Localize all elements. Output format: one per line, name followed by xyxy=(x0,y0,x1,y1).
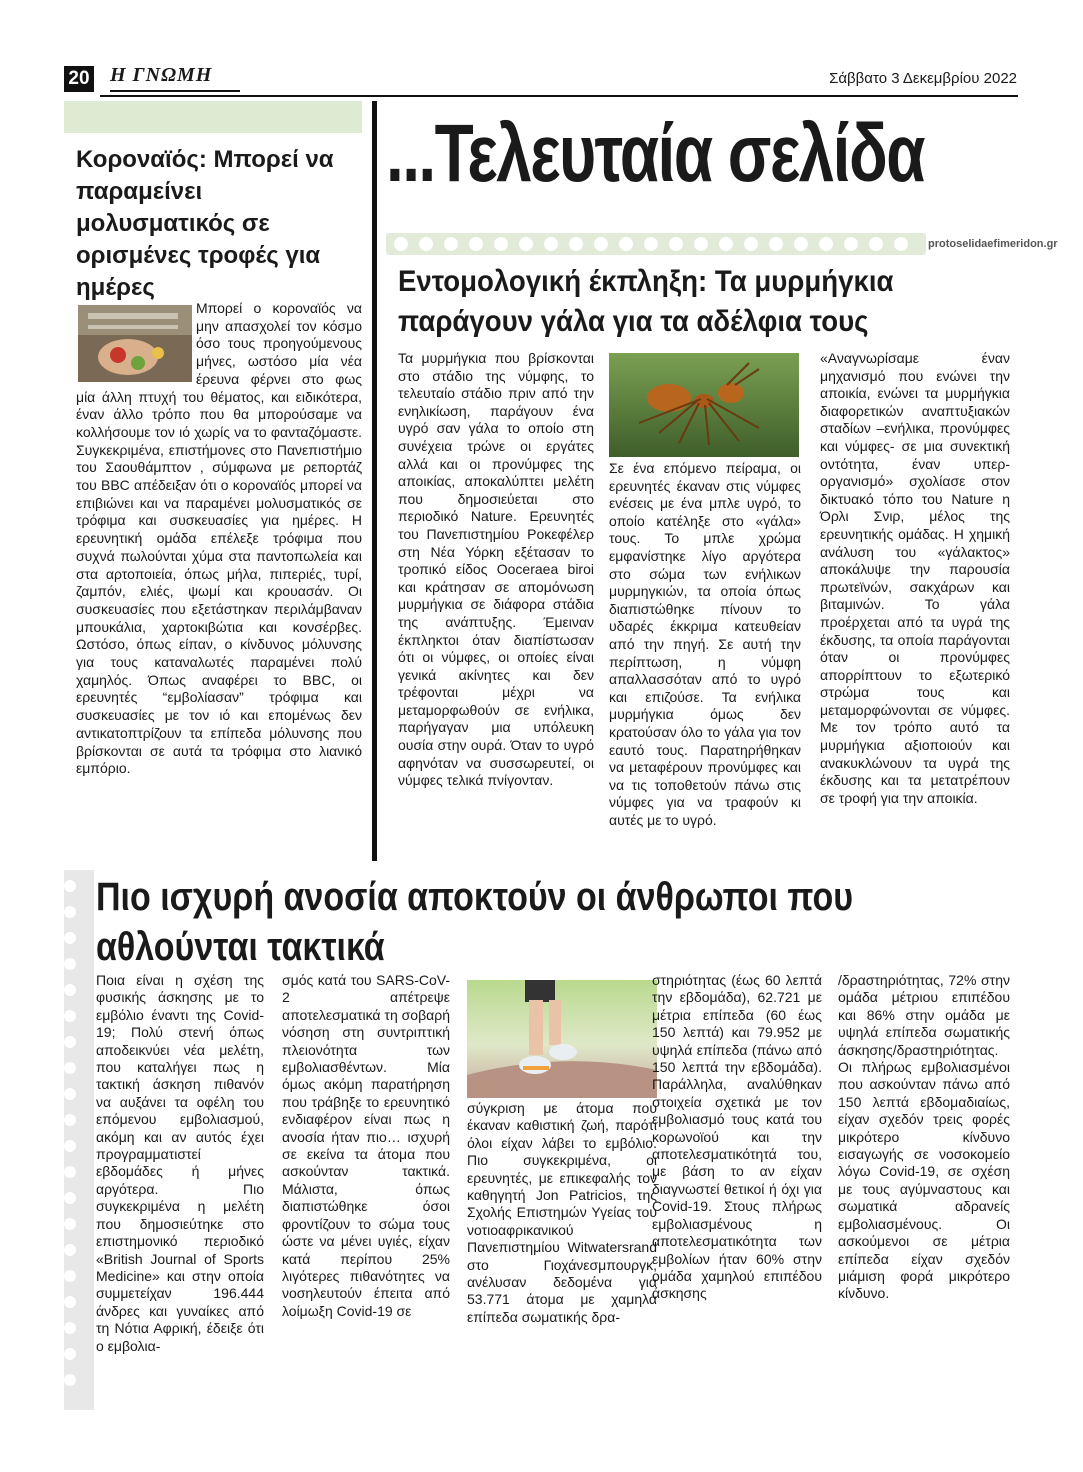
ant-photo xyxy=(609,353,799,457)
exercise-article-col4: στηριότητας (έως 60 λεπτά την εβδομάδα), 62.721 με μέτρια επίπεδα (60 έως 150 λεπτά) και 79.952 με υψηλά επίπεδα (πάνω από 150 λεπτά την εβδομάδα). Παράλληλα, αναλύθηκαν στοιχεία σχετικά με τον εμβολιασμό τους κατά του κορωνοϊού και την αποτελεσματικότητά του, με βάση το αν είχαν διαγνωστεί θετικοί ή όχι για Covid-19. Στους πλήρως εμβολιασμένους η αποτελεσματικότητα των εμβολίων ήταν 60% στην ομάδα χαμηλού επιπέδου άσκησης xyxy=(652,972,822,1302)
exercise-article-title: Πιο ισχυρή ανοσία αποκτούν οι άνθρωποι που αθλούνται τακτικά xyxy=(96,875,854,969)
exercise-article-col5: /δραστηριότητας, 72% στην ομάδα μέτριου επιπέδου και 86% στην ομάδα με υψηλά επίπεδα σωματικής άσκησης/δραστηριότητας. Οι πλήρως εμβολιασμένοι που ασκούνταν πάνω από 150 λεπτά εβδομαδιαίως, είχαν σχεδόν τρεις φορές μικρότερο κίνδυνο εισαγωγής σε νοσοκομείο λόγω Covid-19, σε σχέση με τους αγύμναστους και σωματικά αδρανείς εμβολιασμένους. Οι ασκούμενοι σε μέτρια επίπεδα είχαν σχεδόν μιάμιση φορά μικρότερο κίνδυνο. xyxy=(838,972,1010,1302)
exercise-article-col2: σμός κατά του SARS-CoV-2 απέτρεψε αποτελεσματικά τη σοβαρή νόσηση στη συντριπτική πλειονότητα των εμβολιασθέντων. Μία όμως ακόμη παρατήρηση που τράβηξε το ερευνητικό ενδιαφέρον είναι πως η ανοσία ήταν πιο… ισχυρή σε εκείνα τα άτομα που ασκούνταν τακτικά. Μάλιστα, όπως διαπιστώθηκε όσοι φροντίζουν το σώμα τους ώστε να μένει υγιές, είχαν κατά περίπου 25% λιγότερες πιθανότητες να νοσηλευτούν έπειτα από λοίμωξη Covid-19 σε xyxy=(282,972,450,1319)
left-article-body: Μπορεί ο κοροναϊός να μην απασχολεί τον κόσμο όσο τους προηγούμενους μήνες, ωστόσο μία νέα έρευνα φέρνει στο φως μία άλλη πτυχή του θέματος, και ειδικότερα, έναν άλλο τρόπο που θα μπορούσαμε να κολλήσουμε τον ιό χωρίς να το φανταζόμαστε. Συγκεκριμένα, επιστήμονες στο Πανεπιστήμιο του Σαουθάμπτον , σύμφωνα με ρεπορτάζ του BBC απέδειξαν ότι ο κοροναϊός μπορεί να επιβιώνει και να παραμένει μολυσματικός σε τρόφιμα και συσκευασίες για ημέρες. Η ερευνητική ομάδα επέλεξε τρόφιμα που συχνά πωλούνται χύμα στα παντοπωλεία και στα αρτοποιεία, όπως μήλα, πιπεριές, τυρί, ζαμπόν, ελιές, ψωμί και κρουασάν. Οι συσκευασίες που εξετάστηκαν περιλάμβαναν μπουκάλια, χαρτοκιβώτια και κονσέρβες. Ωστόσο, όπως είπαν, ο κίνδυνος μόλυνσης για τους καταναλωτές παραμένει πολύ χαμηλός. Όπως αναφέρει το BBC, οι ερευνητές “εμβολίασαν” τρόφιμα και συσκευασίες με τον ιό και επομένως δεν αντικατοπτρίζουν τα επίπεδα μόλυνσης που βρίσκονται σε αυτά τα τρόφιμα στο λιανικό εμπόριο. xyxy=(76,300,362,777)
exercise-article-col1: Ποια είναι η σχέση της φυσικής άσκησης με το εμβόλιο έναντι της Covid-19; Πολύ στενή όπως αποδεικνύει νέα μελέτη, που καταλήγει πως η τακτική άσκηση πιθανόν να αυξάνει τα οφέλη του επόμενου εμβολιασμού, ακόμη και αν αυτός έχει προγραμματιστεί εβδομάδες ή μήνες αργότερα. Πιο συγκεκριμένα η μελέτη που δημοσιεύτηκε στο επιστημονικό περιοδικό «British Journal of Sports Medicine» και στην οποία συμμετείχαν 196.444 άνδρες και γυναίκες από τη Νότια Αφρική, έδειξε ότι ο εμβολια- xyxy=(96,972,264,1354)
section-title: ...Τελευταία σελίδα xyxy=(386,108,925,199)
page-number: 20 xyxy=(64,66,94,92)
column-divider xyxy=(372,101,377,861)
ant-article-col3: «Αναγνωρίσαμε έναν μηχανισμό που ενώνει την αποικία, ενώνει τα μυρμήγκια διαφορετικών αναπτυξιακών σταδίων –ενήλικα, προνύμφες και νύμφες- σε μια συνεκτική οντότητα, έναν υπερ-οργανισμό» σχολίασε στον δικτυακό τόπο του Nature η Όρλι Σνιρ, μέλος της ερευνητικής ομάδας. Η χημική ανάλυση του «γάλακτος» αποκάλυψε την παρουσία πρωτεϊνών, σακχάρων και βιταμινών. Το γάλα προέρχεται από τα υγρά της έκδυσης, τα οποία παράγονται όταν οι προνύμφες απορρίπτουν το εξωτερικό στρώμα τους και μεταμορφώνονται σε νύμφες. Με τον τρόπο αυτό τα μυρμήγκια αξιοποιούν και ανακυκλώνουν τα υγρά της έκδυσης και τα μετατρέπουν σε τροφή για την αποικία. xyxy=(820,350,1010,806)
decorative-side-strip xyxy=(64,870,94,1410)
ant-article-title: Εντομολογική έκπληξη: Τα μυρμήγκια παράγουν γάλα για τα αδέλφια τους xyxy=(398,265,894,338)
ant-article-col1: Τα μυρμήγκια που βρίσκονται στο στάδιο της νύμφης, το τελευταίο στάδιο πριν από την ενηλικίωση, παράγουν ένα υγρό σαν γάλα το οποίο στη συνέχεια τρώνε οι εργάτες αλλά και οι προνύμφες της αποικίας, αποκαλύπτει μελέτη που δημοσιεύεται στο περιοδικό Nature. Ερευνητές του Πανεπιστημίου Ροκεφέλερ στη Νέα Υόρκη εξέτασαν το τροπικό είδος Ooceraea biroi και κράτησαν σε απομόνωση μυρμήγκια σε διάφορα στάδια της ανάπτυξης. Έμειναν έκπληκτοι όταν διαπίστωσαν ότι οι νύμφες, οι οποίες είναι γενικά ακίνητες και δεν τρέφονται μέχρι να μεταμορφωθούν σε ενήλικα, παρήγαγαν μια υπόλευκη ουσία στην ουρά. Όταν το υγρό αφηνόταν να συσσωρευτεί, οι νύμφες τελικά πνίγονταν. xyxy=(398,350,594,789)
watermark: protoselidaefimeridon.gr xyxy=(928,238,1058,250)
exercise-article-col3: σύγκριση με άτομα που έκαναν καθιστική ζωή, παρότι όλοι είχαν λάβει το εμβόλιο. Πιο συγκεκριμένα, οι ερευνητές, με επικεφαλής τον καθηγητή Jon Patricios, της Σχολής Επιστημών Υγείας του νοτιοαφρικανικού Πανεπιστημίου Witwatersrand στο Γιοχάνεσμπουργκ, ανέλυσαν δεδομένα για 53.771 άτομα με χαμηλά επίπεδα σωματικής δρα- xyxy=(467,1100,657,1325)
logo-underline xyxy=(110,90,240,92)
grocery-photo xyxy=(78,305,192,382)
header-rule xyxy=(100,95,1018,97)
left-article-body-wrap xyxy=(76,300,362,850)
decorative-dots-row xyxy=(386,233,926,255)
newspaper-logo: Η ΓΝΩΜΗ xyxy=(110,64,213,86)
ant-article-col2: Σε ένα επόμενο πείραμα, οι ερευνητές έκαναν στις νύμφες ενέσεις με ένα μπλε υγρό, το οποίο κατέληξε στο «γάλα» τους. Το μπλε χρώμα εμφανίστηκε λίγο αργότερα στο σώμα των ενήλικων μυρμηγκιών, τα οποία όπως διαπιστώθηκε πίνουν το υδαρές έκκριμα κατευθείαν από την πηγή. Σε αυτή την περίπτωση, η νύμφη απαλλασσόταν από το υγρό και επιζούσε. Τα ενήλικα μυρμήγκια όμως δεν κρατούσαν όλο το γάλα για τον εαυτό τους. Παρατηρήθηκαν να μεταφέρουν προνύμφες και να τις τοποθετούν πάνω στις νύμφες για να τραφούν κι αυτές με το υγρό. xyxy=(609,460,801,828)
left-article-title: Κοροναϊός: Μπορεί να παραμείνει μολυσματικός σε ορισμένες τροφές για ημέρες xyxy=(76,146,334,301)
running-photo xyxy=(467,980,657,1098)
left-article-banner xyxy=(64,101,362,133)
issue-date: Σάββατο 3 Δεκεμβρίου 2022 xyxy=(829,70,1017,87)
